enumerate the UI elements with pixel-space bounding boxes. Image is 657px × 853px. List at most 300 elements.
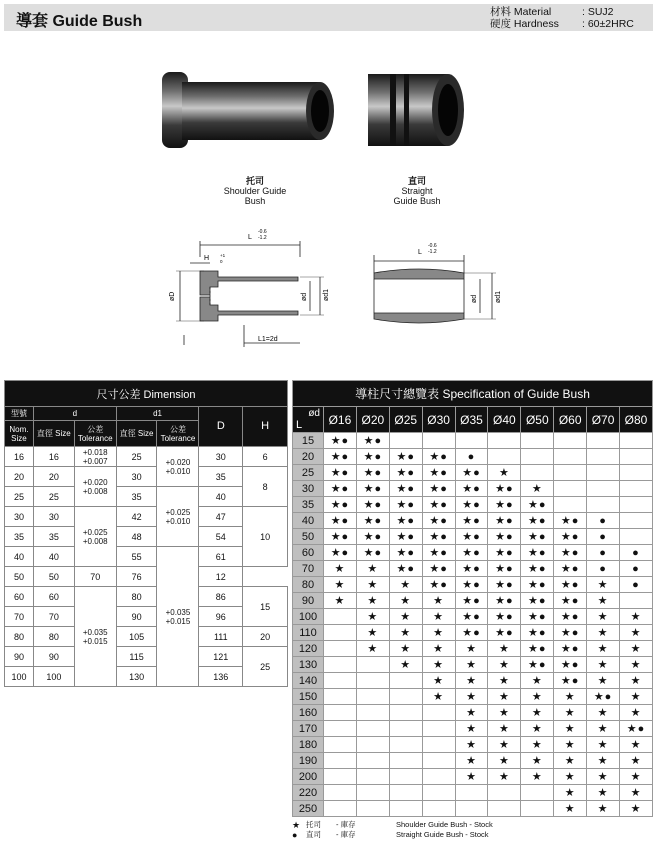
spec-cell: ★ bbox=[554, 785, 587, 801]
spec-cell: ★ bbox=[587, 753, 620, 769]
spec-cell: ★ bbox=[422, 657, 455, 673]
legend-en: Straight Guide Bush - Stock bbox=[396, 830, 489, 839]
d1-size: 55 bbox=[116, 547, 157, 567]
spec-row bbox=[293, 449, 653, 465]
d1-size: 35 bbox=[116, 487, 157, 507]
spec-cell: ★● bbox=[356, 497, 389, 513]
spec-cell: ★● bbox=[620, 721, 653, 737]
spec-cell bbox=[455, 801, 488, 817]
spec-cell: ★● bbox=[455, 513, 488, 529]
dimension-row bbox=[5, 447, 288, 467]
spec-cell: ★● bbox=[389, 481, 422, 497]
D-value: 61 bbox=[199, 547, 243, 567]
spec-row bbox=[293, 513, 653, 529]
spec-cell bbox=[356, 801, 389, 817]
spec-cell: ★ bbox=[587, 657, 620, 673]
spec-cell: ★ bbox=[389, 625, 422, 641]
spec-cell: ★ bbox=[455, 673, 488, 689]
H-value: 6 bbox=[243, 447, 288, 467]
spec-cell: ★● bbox=[356, 529, 389, 545]
spec-length: 190 bbox=[293, 753, 324, 769]
spec-row bbox=[293, 577, 653, 593]
spec-cell: ● bbox=[587, 529, 620, 545]
spec-cell bbox=[521, 433, 554, 449]
spec-cell bbox=[389, 753, 422, 769]
spec-cell: ★● bbox=[521, 497, 554, 513]
spec-length: 130 bbox=[293, 657, 324, 673]
spec-cell: ★● bbox=[521, 609, 554, 625]
spec-cell: ★● bbox=[554, 593, 587, 609]
spec-col-header: Ø60 bbox=[554, 407, 587, 433]
spec-cell: ★● bbox=[324, 465, 357, 481]
spec-cell: ★ bbox=[455, 721, 488, 737]
spec-cell bbox=[620, 433, 653, 449]
spec-length: 90 bbox=[293, 593, 324, 609]
spec-cell: ★ bbox=[587, 801, 620, 817]
dim-small1: +1 bbox=[220, 253, 226, 258]
spec-length: 70 bbox=[293, 561, 324, 577]
spec-cell: ★ bbox=[324, 593, 357, 609]
spec-length: 40 bbox=[293, 513, 324, 529]
nom-size: 35 bbox=[5, 527, 34, 547]
spec-cell bbox=[356, 737, 389, 753]
spec-cell bbox=[422, 721, 455, 737]
spec-cell: ★● bbox=[422, 577, 455, 593]
spec-cell: ★ bbox=[620, 609, 653, 625]
dim-tol-top: -0.6 bbox=[258, 229, 267, 235]
spec-cell: ★● bbox=[488, 481, 521, 497]
spec-row bbox=[293, 785, 653, 801]
spec-cell: ★ bbox=[521, 721, 554, 737]
dim-phid: ød bbox=[301, 292, 308, 301]
spec-cell: ★ bbox=[587, 721, 620, 737]
spec-cell: ★ bbox=[488, 689, 521, 705]
spec-row bbox=[293, 657, 653, 673]
spec-cell: ★● bbox=[488, 497, 521, 513]
spec-cell: ★● bbox=[521, 561, 554, 577]
spec-cell bbox=[422, 753, 455, 769]
dot-icon: ● bbox=[292, 830, 298, 840]
spec-cell bbox=[389, 433, 422, 449]
spec-cell: ★● bbox=[389, 497, 422, 513]
nom-size: 90 bbox=[5, 647, 34, 667]
spec-cell bbox=[389, 689, 422, 705]
spec-cell: ★● bbox=[422, 465, 455, 481]
spec-cell bbox=[620, 465, 653, 481]
spec-row bbox=[293, 561, 653, 577]
spec-cell: ★● bbox=[521, 513, 554, 529]
spec-cell: ★● bbox=[554, 513, 587, 529]
dim-phiD: øD bbox=[169, 291, 176, 301]
spec-cell bbox=[488, 785, 521, 801]
spec-cell: ★ bbox=[521, 753, 554, 769]
spec-cell bbox=[324, 801, 357, 817]
spec-cell: ★● bbox=[554, 673, 587, 689]
spec-cell: ★● bbox=[455, 497, 488, 513]
spec-cell bbox=[422, 705, 455, 721]
spec-cell: ★● bbox=[389, 465, 422, 481]
spec-cell bbox=[488, 801, 521, 817]
spec-cell: ★● bbox=[422, 513, 455, 529]
spec-cell bbox=[554, 481, 587, 497]
spec-cell: ★● bbox=[422, 449, 455, 465]
spec-cell: ★ bbox=[620, 641, 653, 657]
d1-size: 115 bbox=[116, 647, 157, 667]
spec-cell: ★ bbox=[488, 641, 521, 657]
D-value: 111 bbox=[199, 627, 243, 647]
d1-tolerance: +0.035 +0.015 bbox=[157, 547, 199, 687]
spec-cell: ★● bbox=[521, 545, 554, 561]
spec-cell bbox=[587, 497, 620, 513]
spec-cell bbox=[455, 433, 488, 449]
spec-cell bbox=[521, 465, 554, 481]
spec-cell: ★ bbox=[389, 609, 422, 625]
legend-zh: 托司 bbox=[306, 820, 321, 829]
spec-cell: ★ bbox=[455, 641, 488, 657]
straight-bush-caption bbox=[367, 176, 467, 206]
spec-cell: ★ bbox=[356, 577, 389, 593]
d-tolerance: +0.018 +0.007 bbox=[74, 447, 116, 467]
spec-cell bbox=[620, 481, 653, 497]
spec-cell: ★● bbox=[455, 577, 488, 593]
spec-cell: ★ bbox=[554, 705, 587, 721]
spec-length: 20 bbox=[293, 449, 324, 465]
spec-cell bbox=[488, 433, 521, 449]
D-value: 96 bbox=[199, 607, 243, 627]
spec-cell: ★ bbox=[389, 593, 422, 609]
corner-d: ød bbox=[308, 408, 320, 419]
D-value: 136 bbox=[199, 667, 243, 687]
spec-cell: ★ bbox=[587, 737, 620, 753]
spec-col-header: Ø25 bbox=[389, 407, 422, 433]
d1-tolerance: +0.025 +0.010 bbox=[157, 487, 199, 547]
spec-row bbox=[293, 609, 653, 625]
spec-cell bbox=[620, 497, 653, 513]
spec-cell: ★● bbox=[488, 513, 521, 529]
spec-cell bbox=[587, 481, 620, 497]
spec-length: 25 bbox=[293, 465, 324, 481]
spec-cell bbox=[324, 609, 357, 625]
legend-en: Shoulder Guide Bush - Stock bbox=[396, 820, 493, 829]
spec-cell: ★● bbox=[455, 625, 488, 641]
spec-cell bbox=[389, 721, 422, 737]
H-value: 20 bbox=[243, 627, 288, 647]
spec-cell bbox=[356, 673, 389, 689]
spec-cell: ★ bbox=[356, 609, 389, 625]
spec-cell bbox=[488, 449, 521, 465]
spec-cell: ★● bbox=[554, 641, 587, 657]
spec-length: 120 bbox=[293, 641, 324, 657]
spec-cell: ★● bbox=[356, 545, 389, 561]
dim-small2: 0 bbox=[220, 259, 223, 264]
spec-cell: ★● bbox=[587, 689, 620, 705]
spec-cell bbox=[422, 769, 455, 785]
page-header bbox=[4, 4, 653, 31]
spec-cell bbox=[324, 625, 357, 641]
dim-L: L bbox=[418, 249, 422, 256]
spec-cell: ● bbox=[620, 545, 653, 561]
spec-title: 導柱尺寸總覽表 Specification of Guide Bush bbox=[293, 381, 653, 407]
col-nom: Nom. Size bbox=[5, 421, 34, 447]
spec-col-header: Ø16 bbox=[324, 407, 357, 433]
shoulder-bush-caption bbox=[205, 176, 305, 206]
spec-cell bbox=[422, 785, 455, 801]
spec-cell bbox=[324, 657, 357, 673]
spec-cell: ★● bbox=[324, 481, 357, 497]
spec-cell: ★● bbox=[389, 529, 422, 545]
caption-en: Straight bbox=[401, 186, 433, 196]
spec-cell: ★ bbox=[620, 769, 653, 785]
spec-cell bbox=[356, 705, 389, 721]
caption-zh: 托司 bbox=[245, 176, 264, 186]
spec-cell bbox=[324, 673, 357, 689]
spec-cell: ★ bbox=[521, 673, 554, 689]
spec-cell bbox=[620, 513, 653, 529]
d1-size: 42 bbox=[116, 507, 157, 527]
spec-cell: ★● bbox=[389, 561, 422, 577]
spec-cell: ★● bbox=[488, 609, 521, 625]
spec-cell: ★ bbox=[521, 481, 554, 497]
spec-cell bbox=[455, 785, 488, 801]
spec-cell: ★ bbox=[356, 593, 389, 609]
spec-cell: ★● bbox=[521, 593, 554, 609]
dimension-table bbox=[4, 380, 288, 687]
spec-col-header: Ø20 bbox=[356, 407, 389, 433]
spec-row bbox=[293, 737, 653, 753]
spec-row bbox=[293, 593, 653, 609]
spec-cell: ★● bbox=[455, 465, 488, 481]
legend-item bbox=[292, 820, 493, 830]
spec-row bbox=[293, 801, 653, 817]
spec-cell: ★● bbox=[521, 529, 554, 545]
spec-cell: ★● bbox=[324, 449, 357, 465]
spec-cell: ★ bbox=[587, 705, 620, 721]
straight-bush-photo bbox=[364, 72, 469, 148]
spec-cell: ★ bbox=[554, 737, 587, 753]
spec-cell bbox=[521, 785, 554, 801]
spec-cell bbox=[389, 673, 422, 689]
spec-cell bbox=[554, 449, 587, 465]
spec-cell: ★ bbox=[587, 769, 620, 785]
spec-cell: ★ bbox=[587, 609, 620, 625]
spec-length: 100 bbox=[293, 609, 324, 625]
spec-cell bbox=[620, 529, 653, 545]
dim-tol-bot: -1.2 bbox=[428, 249, 437, 255]
spec-length: 160 bbox=[293, 705, 324, 721]
nom-size: 60 bbox=[5, 587, 34, 607]
spec-cell bbox=[324, 785, 357, 801]
d-size: 30 bbox=[33, 507, 74, 527]
spec-col-header: Ø30 bbox=[422, 407, 455, 433]
spec-length: 50 bbox=[293, 529, 324, 545]
d-size: 16 bbox=[33, 447, 74, 467]
spec-cell: ★● bbox=[521, 625, 554, 641]
spec-cell: ★● bbox=[356, 433, 389, 449]
spec-row bbox=[293, 641, 653, 657]
spec-cell: ★● bbox=[554, 609, 587, 625]
spec-cell: ★ bbox=[488, 769, 521, 785]
spec-cell: ★● bbox=[356, 465, 389, 481]
spec-cell: ★● bbox=[356, 513, 389, 529]
col-model: 型號 bbox=[5, 407, 34, 421]
spec-cell: ★● bbox=[422, 545, 455, 561]
spec-cell: ★● bbox=[356, 481, 389, 497]
spec-cell: ★ bbox=[620, 625, 653, 641]
spec-length: 110 bbox=[293, 625, 324, 641]
H-value: 10 bbox=[243, 507, 288, 567]
col-dia1: 直徑 Size bbox=[116, 421, 157, 447]
dimension-row bbox=[5, 507, 288, 527]
spec-cell: ★ bbox=[488, 721, 521, 737]
spec-row bbox=[293, 481, 653, 497]
spec-length: 35 bbox=[293, 497, 324, 513]
spec-cell: ★● bbox=[554, 625, 587, 641]
spec-cell: ★● bbox=[422, 529, 455, 545]
spec-cell: ★● bbox=[455, 609, 488, 625]
spec-cell: ★ bbox=[356, 641, 389, 657]
nom-size: 16 bbox=[5, 447, 34, 467]
spec-cell bbox=[620, 449, 653, 465]
spec-length: 60 bbox=[293, 545, 324, 561]
D-value: 47 bbox=[199, 507, 243, 527]
dimension-row bbox=[5, 647, 288, 667]
spec-cell: ★ bbox=[521, 737, 554, 753]
nom-size: 70 bbox=[5, 607, 34, 627]
col-D: D bbox=[199, 407, 243, 447]
d-tolerance: +0.025 +0.008 bbox=[74, 507, 116, 567]
spec-length: 180 bbox=[293, 737, 324, 753]
spec-cell: ★● bbox=[324, 529, 357, 545]
spec-cell: ★● bbox=[422, 497, 455, 513]
spec-cell: ★● bbox=[324, 433, 357, 449]
spec-cell: ★ bbox=[620, 657, 653, 673]
spec-cell: ★● bbox=[324, 497, 357, 513]
legend-stock: - 庫存 bbox=[336, 820, 356, 829]
shoulder-bush-photo bbox=[160, 70, 340, 150]
spec-cell: ★● bbox=[521, 577, 554, 593]
D-value: 54 bbox=[199, 527, 243, 547]
col-tol: 公差 Tolerance bbox=[74, 421, 116, 447]
spec-cell: ★● bbox=[324, 513, 357, 529]
spec-cell bbox=[324, 769, 357, 785]
dim-L1: L1=2d bbox=[258, 336, 278, 343]
col-d: d bbox=[33, 407, 116, 421]
spec-cell bbox=[324, 753, 357, 769]
spec-cell: ★ bbox=[554, 721, 587, 737]
spec-table bbox=[292, 380, 653, 817]
spec-cell bbox=[356, 753, 389, 769]
dim-H: H bbox=[204, 255, 210, 262]
dim-tol-bot: -1.2 bbox=[258, 235, 267, 241]
spec-cell: ● bbox=[587, 545, 620, 561]
spec-row bbox=[293, 753, 653, 769]
dim-phid1: ød1 bbox=[495, 290, 502, 303]
spec-cell: ★ bbox=[587, 593, 620, 609]
spec-cell bbox=[324, 705, 357, 721]
d-size: 25 bbox=[33, 487, 74, 507]
d1-size: 30 bbox=[116, 467, 157, 487]
D-value: 40 bbox=[199, 487, 243, 507]
spec-cell bbox=[324, 721, 357, 737]
col-tol1: 公差 Tolerance bbox=[157, 421, 199, 447]
spec-rows bbox=[293, 433, 653, 817]
spec-cell: ● bbox=[620, 577, 653, 593]
spec-cell: ★ bbox=[620, 689, 653, 705]
spec-length: 170 bbox=[293, 721, 324, 737]
spec-row bbox=[293, 721, 653, 737]
spec-cell: ★ bbox=[620, 801, 653, 817]
spec-cell bbox=[324, 737, 357, 753]
spec-length: 150 bbox=[293, 689, 324, 705]
spec-cell: ★ bbox=[422, 609, 455, 625]
page-title: 導套 Guide Bush bbox=[16, 13, 143, 30]
spec-cell: ★● bbox=[554, 545, 587, 561]
material-spec bbox=[490, 6, 634, 30]
spec-cell bbox=[356, 721, 389, 737]
nom-size: 25 bbox=[5, 487, 34, 507]
col-d1: d1 bbox=[116, 407, 199, 421]
spec-cell: ★● bbox=[422, 481, 455, 497]
material-value: : SUJ2 bbox=[582, 6, 614, 18]
H-value: 8 bbox=[243, 467, 288, 507]
spec-corner bbox=[293, 407, 324, 433]
spec-cell: ★● bbox=[554, 561, 587, 577]
spec-cell: ★ bbox=[521, 689, 554, 705]
d-size: 70 bbox=[33, 607, 74, 627]
spec-cell: ★ bbox=[455, 705, 488, 721]
spec-cell: ★ bbox=[389, 641, 422, 657]
spec-cell: ★ bbox=[422, 593, 455, 609]
spec-cell: ★ bbox=[554, 769, 587, 785]
spec-row bbox=[293, 497, 653, 513]
spec-cell: ★ bbox=[587, 673, 620, 689]
nom-size: 20 bbox=[5, 467, 34, 487]
d1-tolerance: +0.020 +0.010 bbox=[157, 447, 199, 487]
spec-col-header: Ø40 bbox=[488, 407, 521, 433]
spec-cell bbox=[389, 705, 422, 721]
spec-cell: ★ bbox=[488, 657, 521, 673]
spec-cell: ★ bbox=[587, 785, 620, 801]
spec-cell bbox=[389, 801, 422, 817]
spec-cell: ★● bbox=[554, 577, 587, 593]
D-value: 76 bbox=[116, 567, 157, 587]
spec-cell bbox=[356, 657, 389, 673]
spec-cell bbox=[554, 465, 587, 481]
D-value: 121 bbox=[199, 647, 243, 667]
spec-cell: ★ bbox=[455, 769, 488, 785]
spec-cell: ★● bbox=[488, 625, 521, 641]
spec-cell: ★● bbox=[389, 545, 422, 561]
spec-cell: ★ bbox=[356, 561, 389, 577]
spec-cell bbox=[554, 433, 587, 449]
spec-cell: ★ bbox=[554, 801, 587, 817]
col-H: H bbox=[243, 407, 288, 447]
spec-col-header: Ø70 bbox=[587, 407, 620, 433]
spec-cell: ★● bbox=[488, 529, 521, 545]
spec-cell: ★ bbox=[389, 577, 422, 593]
spec-cell bbox=[587, 449, 620, 465]
spec-cell: ★● bbox=[455, 545, 488, 561]
spec-cell: ★● bbox=[455, 529, 488, 545]
spec-row bbox=[293, 625, 653, 641]
legend-item bbox=[292, 830, 493, 840]
spec-cell: ★ bbox=[488, 705, 521, 721]
caption-en: Shoulder Guide bbox=[223, 186, 287, 196]
legend bbox=[292, 820, 493, 840]
spec-cell: ★ bbox=[620, 705, 653, 721]
spec-cell bbox=[620, 593, 653, 609]
dim-phid: ød bbox=[471, 294, 478, 303]
